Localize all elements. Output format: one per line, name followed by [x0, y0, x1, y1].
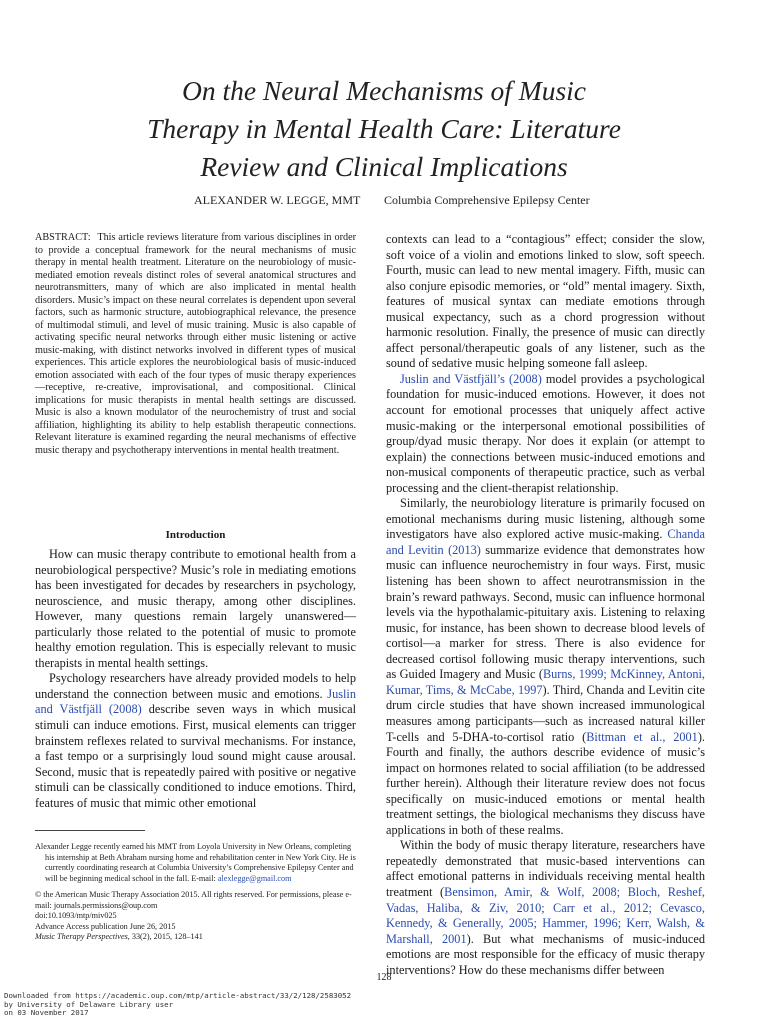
journal-volume: , 33(2), 2015, 128–141 — [127, 932, 203, 941]
download-line-2: by University of Delaware Library user — [4, 999, 174, 1009]
right-paragraph-1: contexts can lead to a “contagious” effect; consider the slow, soft voice of a violin and emotions linked to slow, soft speech. Fourth, music can lead to new mental imagery. Fifth, music can also conjure episodic memories, or “old” mental imagery. Sixth, features of musical syntax can mediate emotions through musical expectancy, such as a chord progression without harmonic resolution. Finally, the presence of music can directly affect personal/therapeutic goals of any listener, such as the sound of sedative music helping someone fall asleep. — [386, 232, 705, 371]
right-p4-b: ). But what mechanisms of music-induced emotions are most responsible for the efficacy of music therapy interventions? How do these mechanisms differ between — [386, 931, 705, 977]
right-p3-c: ). Third, Chanda and Levitin cite drum circle studies that have shown increased immunological measures among participants—such as increased natural killer T-cells and 5-DHA-to-cortisol ratio ( — [386, 682, 705, 744]
abstract-text: This article reviews literature from various disciplines in order to provide a conceptual framework for the neural mechanisms of music therapy in mental health treatment. Literature on the neurobiology of music-mediated emotion reveals distinct roles of several anatomical structures and neurotransmitters, many of which are also implicated in mental health disorders. Music’s impact on these neural correlates is dependent upon several factors, such as harmonic structure, autobiographical relevance, the presence of multimodal stimuli, and level of music training. Music is also capable of activating specific neural networks through either music listening or active music-making, with distinct networks involved in different types of musical experiences. This article explores the neurobiological basis of music-induced emotion associated with each of the four types of music therapy experiences—receptive, re-creative, improvisational, and compositional. Clinical implications for music therapists in mental health settings are discussed. Music is also a known modulator of the neurochemistry of trust and social affiliation, highlighting its ability to help establish therapeutic connections. Relevant literature is examined regarding the neural mechanisms of effective music therapy and psychotherapy interventions in mental health treatment. — [35, 232, 356, 456]
article-title — [60, 72, 708, 186]
title-line-2: Therapy in Mental Health Care: Literature — [147, 113, 621, 144]
download-line-1: Downloaded from https://academic.oup.com/mtp/article-abstract/33/2/128/2583052 — [4, 991, 352, 1000]
right-p4-a: Within the body of music therapy literature, researchers have repeatedly demonstrated that music-based interventions can affect emotional patterns in individuals receiving mental health treatment ( — [386, 838, 705, 899]
intro-paragraph-2 — [35, 671, 356, 811]
author-bio-note — [35, 842, 356, 884]
footnotes — [35, 842, 356, 943]
citation-link[interactable]: Juslin and Västfjäll’s (2008) — [400, 371, 542, 386]
journal-name: Music Therapy Perspectives — [35, 932, 128, 941]
right-column-body — [386, 232, 705, 978]
citation-link[interactable]: Burns, 1999; McKinney, Antoni, Kumar, Tims, & McCabe, 1997 — [386, 667, 706, 697]
right-p3-b: summarize evidence that demonstrates how music can influence neurochemistry in four ways. First, music listening has been shown to affect neurotransmission in the brain’s reward pathways. Second, music can influence hormonal levels via the hypothalamic-pituitary axis. Listening to relaxing music, for instance, has been shown to decrease blood levels of cortisol—a marker for stress. There is also evidence for decreased cortisol following music therapy interventions, such as Guided Imagery and Music ( — [386, 542, 705, 682]
right-paragraph-2 — [386, 372, 705, 496]
copyright-note: © the American Music Therapy Association 2015. All rights reserved. For permissions, please e-mail: journals.permissions@oup.com — [35, 890, 352, 910]
right-paragraph-4 — [386, 838, 705, 978]
right-p3-a: Similarly, the neurobiology literature is primarily focused on emotional mechanisms during music listening, although some investigators have also explored active music-making. — [386, 496, 705, 542]
introduction-body — [35, 547, 356, 811]
title-line-3: Review and Clinical Implications — [200, 151, 568, 182]
intro-p2-end: describe seven ways in which musical stimuli can induce emotions. First, musical elements can trigger brainstem reflexes related to survival mechanisms. For instance, a fast tempo or a surprisingly loud sound might cause arousal. Second, music that is repeatedly paired with positive or negative stimuli can be classically conditioned to induce emotions. Third, features of music that mimic other emotional — [35, 702, 356, 810]
section-heading-introduction: Introduction — [165, 529, 226, 541]
title-line-1: On the Neural Mechanisms of Music — [181, 75, 587, 106]
doi-note: doi:10.1093/mtp/miv025 — [35, 911, 117, 920]
right-p3-d: ). Fourth and finally, the authors describe evidence of music’s impact on hormones related to social affiliation (to be addressed further herein). Although their literature review does not focus specifically on music-induced emotions or mental health treatment settings, the biological mechanisms they discuss have applications in both of these realms. — [386, 729, 705, 837]
author-name: ALEXANDER W. LEGGE, MMT — [194, 193, 361, 207]
journal-reference — [35, 932, 356, 943]
citation-link[interactable]: Juslin and Västfjäll (2008) — [35, 686, 356, 717]
author-bio-text: Alexander Legge recently earned his MMT from Loyola University in New Orleans, completing his internship at Beth Abraham nursing home and rehabilitation center in New York City. He is currently coordinating research at Columbia University’s Comprehensive Epilepsy Center and will be beginning medical school in the fall. E-mail: — [35, 842, 356, 883]
citation-link[interactable]: Bittman et al., 2001 — [586, 729, 698, 744]
advance-access-note: Advance Access publication June 26, 2015 — [35, 921, 176, 931]
footnote-divider — [35, 830, 145, 831]
abstract — [35, 232, 356, 457]
download-watermark — [4, 992, 351, 1018]
page-number: 128 — [376, 972, 392, 983]
author-email-link[interactable]: alexlegge@gmail.com — [217, 873, 292, 883]
intro-paragraph-1: How can music therapy contribute to emotional health from a neurobiological perspective? Music’s role in mediating emotions has been investigated for decades by researchers in psychology, neuroscience, and music therapy, among other disciplines. However, many questions remain largely unanswered—particularly those related to the potential of music to promote healthy emotion regulation. This is especially relevant to music therapists in mental health settings. — [35, 547, 356, 670]
citation-link[interactable]: Chanda and Levitin (2013) — [386, 527, 705, 557]
intro-p2-start: Psychology researchers have already provided models to help understand the connection between music and emotions. — [35, 671, 356, 701]
right-p2-text: model provides a psychological foundation for music-induced emotions. However, it does not account for emotional processes that uniquely affect active music-making or the interpersonal emotional possibilities of group/dyad music therapy. Nor does it explain (or attempt to explain) the connections between music-induced emotions and non-musical components of therapeutic practice, such as verbal processing and the client-therapist relationship. — [386, 371, 705, 495]
download-line-3: on 03 November 2017 — [4, 1008, 89, 1018]
abstract-label: ABSTRACT: — [35, 232, 91, 243]
citation-link[interactable]: Bensimon, Amir, & Wolf, 2008; Bloch, Reshef, Vadas, Haliba, & Ziv, 2010; Carr et al., 2012; Cevasco, Kennedy, & Generally, 2005; Hammer, 1996; Kerr, Walsh, & Marshall, 2001 — [386, 884, 705, 946]
author-affiliation: Columbia Comprehensive Epilepsy Center — [384, 193, 590, 207]
right-paragraph-3 — [386, 496, 705, 838]
